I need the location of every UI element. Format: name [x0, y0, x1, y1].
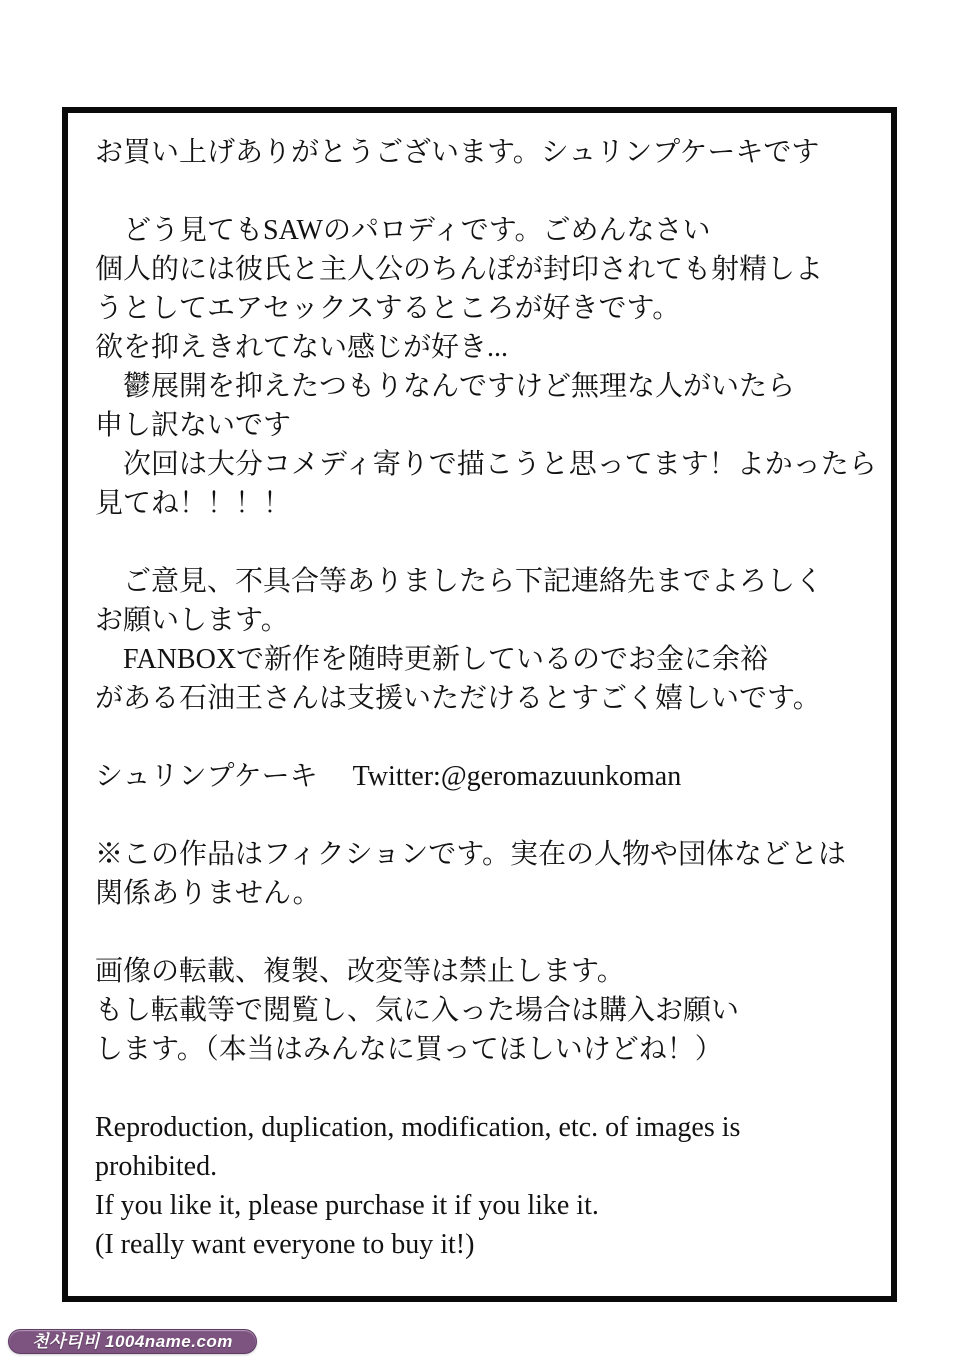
text-line-fiction-disclaimer: ※この作品はフィクションです。実在の人物や団体などとは: [95, 839, 846, 870]
text-line: します。（本当はみんなに買ってほしいけどね！）: [95, 1034, 723, 1065]
text-line: お願いします。: [95, 605, 289, 636]
text-line: がある石油王さんは支援いただけるとすごく嬉しいです。: [95, 683, 821, 714]
watermark-text: 천사티비 1004name.com: [32, 1332, 233, 1351]
blank-line: [95, 718, 885, 757]
text-line: ご意見、不具合等ありましたら下記連絡先までよろしく: [95, 566, 824, 597]
text-line: (I really want everyone to buy it!): [95, 1229, 475, 1260]
text-line: 欲を抑えきれてない感じが好き...: [95, 332, 509, 363]
text-line: 次回は大分コメディ寄りで描こうと思ってます！よかったら: [95, 449, 877, 480]
text-line: もし転載等で閲覧し、気に入った場合は購入お願い: [95, 995, 740, 1026]
text-line: FANBOXで新作を随時更新しているのでお金に余裕: [95, 644, 769, 675]
text-line-thanks: お買い上げありがとうございます。シュリンプケーキです: [95, 137, 820, 168]
text-line: If you like it, please purchase it if you like it.: [95, 1190, 599, 1221]
text-line-reproduction-notice-jp: 画像の転載、複製、改変等は禁止します。: [95, 956, 625, 987]
blank-line: [95, 913, 885, 952]
afterword-text-box: [62, 107, 897, 1302]
watermark-badge: [8, 1329, 257, 1354]
text-line: prohibited.: [95, 1151, 218, 1182]
text-line: うとしてエアセックスするところが好きです。: [95, 293, 681, 324]
text-line: 鬱展開を抑えたつもりなんですけど無理な人がいたら: [95, 371, 796, 402]
text-line: 個人的には彼氏と主人公のちんぽが封印されても射精しよ: [95, 254, 824, 285]
blank-line: [95, 796, 885, 835]
text-line-reproduction-notice-en: Reproduction, duplication, modification, etc. of images is: [95, 1112, 741, 1143]
text-line: どう見てもSAWのパロディです。ごめんなさい: [95, 215, 711, 246]
text-line-author-contact: シュリンプケーキ Twitter:@geromazuunkoman: [95, 761, 682, 792]
text-line: 申し訳ないです: [95, 410, 292, 441]
blank-line: [95, 523, 885, 562]
text-line: 見てね！！！！: [95, 488, 292, 519]
text-line: 関係ありません。: [95, 878, 321, 909]
blank-line: [95, 1069, 885, 1108]
blank-line: [95, 172, 885, 211]
